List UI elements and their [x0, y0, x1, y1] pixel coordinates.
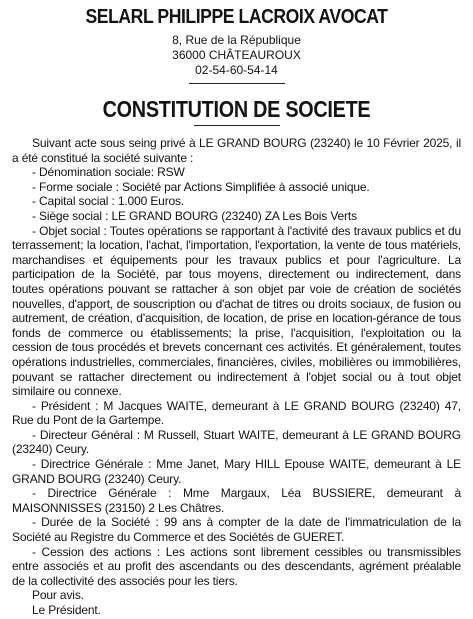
address-city: 36000 CHÂTEAUROUX — [172, 48, 301, 62]
notice-item: - Directrice Générale : Mme Margaux, Léa BUSSIERE, demeurant à MAISONNISSES (23150) 2 Les Châtres. — [12, 486, 461, 515]
notice-item: - Président : M Jacques WAITE, demeurant à LE GRAND BOURG (23240) 47, Rue du Pont de la Gartempe. — [12, 398, 461, 428]
notice-item: - Forme sociale : Société par Actions Simplifiée à associé unique. — [32, 179, 370, 194]
title-divider — [194, 125, 280, 126]
notice-item: - Capital social : 1.000 Euros. — [32, 194, 185, 209]
closing-signature: Le Président. — [32, 603, 101, 617]
notice-item: - Siège social : LE GRAND BOURG (23240) ZA Les Bois Verts — [32, 208, 357, 223]
notice-item: - Objet social : Toutes opérations se rapportant à l'activité des travaux publics et du terrassement; la location, l'achat, l'importation, l'exportation, la vente de tous matériels, marchandises et équipements pour les travaux publics et pour l'agriculture. La participation de la Société, par tous moyens, directement ou indirectement, dans toutes opérations pouvant se rattacher à son objet par voie de création de sociétés nouvelles, d'apport, de souscription ou d'achat de titres ou droits sociaux, de fusion ou autrement, de création, d'acquisition, de location, de prise en location-gérance de tous fonds de commerce ou établissements; la prise, l'acquisition, l'exploitation ou la cession de tous procédés et brevets concernant ces activités. Et généralement, toutes opérations industrielles, commerciales, financières, civiles, mobilières ou immobilières, pouvant se rattacher directement ou indirectement à l'objet social ou à tout objet similaire ou connexe. — [12, 223, 461, 399]
firm-address — [12, 33, 461, 78]
notice-item: - Dénomination sociale: RSW — [32, 165, 185, 180]
notice-title: CONSTITUTION DE SOCIETE — [102, 96, 371, 122]
notice-item: - Cession des actions : Les actions sont librement cessibles ou transmissibles entre associés et au profit des ascendants ou des descendants, agrément préalable de la collectivité des associés pour les tiers. — [12, 544, 461, 588]
header-divider — [189, 83, 285, 84]
notice-intro: Suivant acte sous seing privé à LE GRAND BOURG (23240) le 10 Février 2025, il a été constitué la société suivante : — [12, 136, 461, 165]
phone-number: 02-54-60-54-14 — [195, 63, 278, 77]
firm-name: SELARL PHILIPPE LACROIX AVOCAT — [85, 6, 388, 28]
notice-item: - Directeur Général : M Russell, Stuart WAITE, demeurant à LE GRAND BOURG (23240) Ceury. — [12, 427, 461, 457]
address-street: 8, Rue de la République — [172, 33, 301, 47]
notice-body — [12, 136, 461, 618]
notice-item: - Durée de la Société : 99 ans à compter de la date de l'immatriculation de la Société au Registre du Commerce et des Sociétés de GUERET. — [12, 515, 461, 545]
closing-pour-avis: Pour avis. — [32, 588, 84, 603]
notice-item: - Directrice Générale : Mme Janet, Mary HILL Epouse WAITE, demeurant à LE GRAND BOURG (23240) Ceury. — [12, 457, 461, 486]
